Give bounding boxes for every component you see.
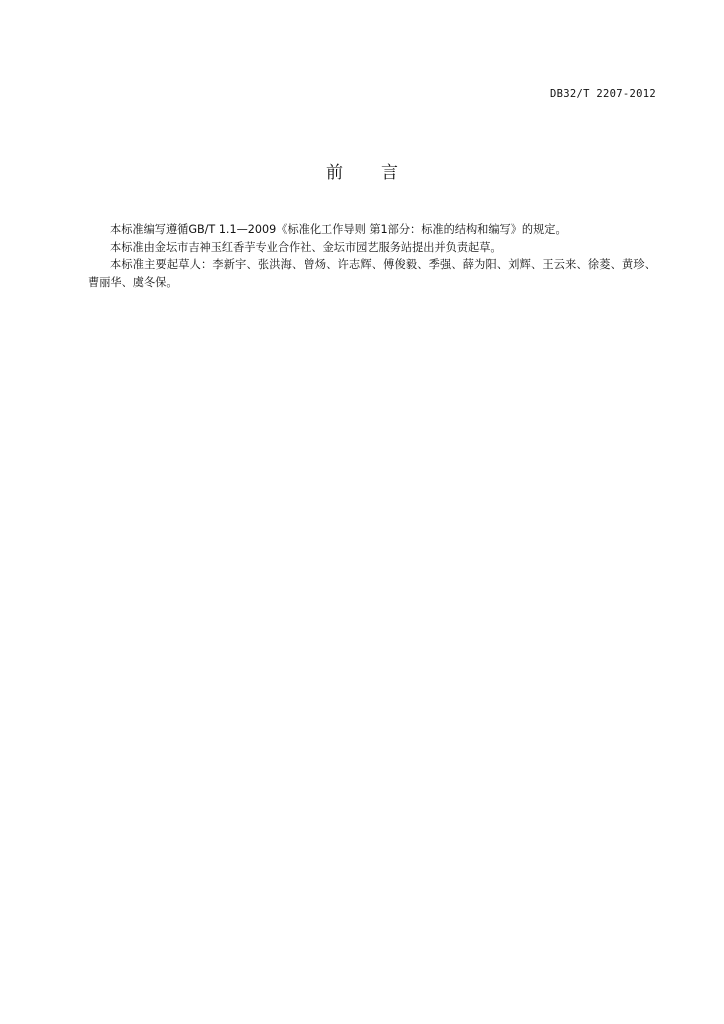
foreword-body [88, 221, 656, 291]
page-title [0, 158, 724, 183]
paragraph-proposer: 本标准由金坛市吉神玉红香芋专业合作社、金坛市园艺服务站提出并负责起草。 [110, 240, 502, 254]
title-char-1: 前 [326, 163, 343, 183]
paragraph-drafters: 本标准主要起草人：李新宇、张洪海、曾炀、许志辉、傅俊毅、季强、薛为阳、刘辉、王云来、徐菱、黄珍、曹丽华、虞冬保。 [88, 258, 656, 289]
standard-code: DB32/T 2207-2012 [550, 88, 656, 100]
title-char-2: 言 [381, 163, 398, 183]
paragraph-drafting-rules: 本标准编写遵循GB/T 1.1—2009《标准化工作导则 第1部分：标准的结构和编写》的规定。 [110, 223, 567, 236]
